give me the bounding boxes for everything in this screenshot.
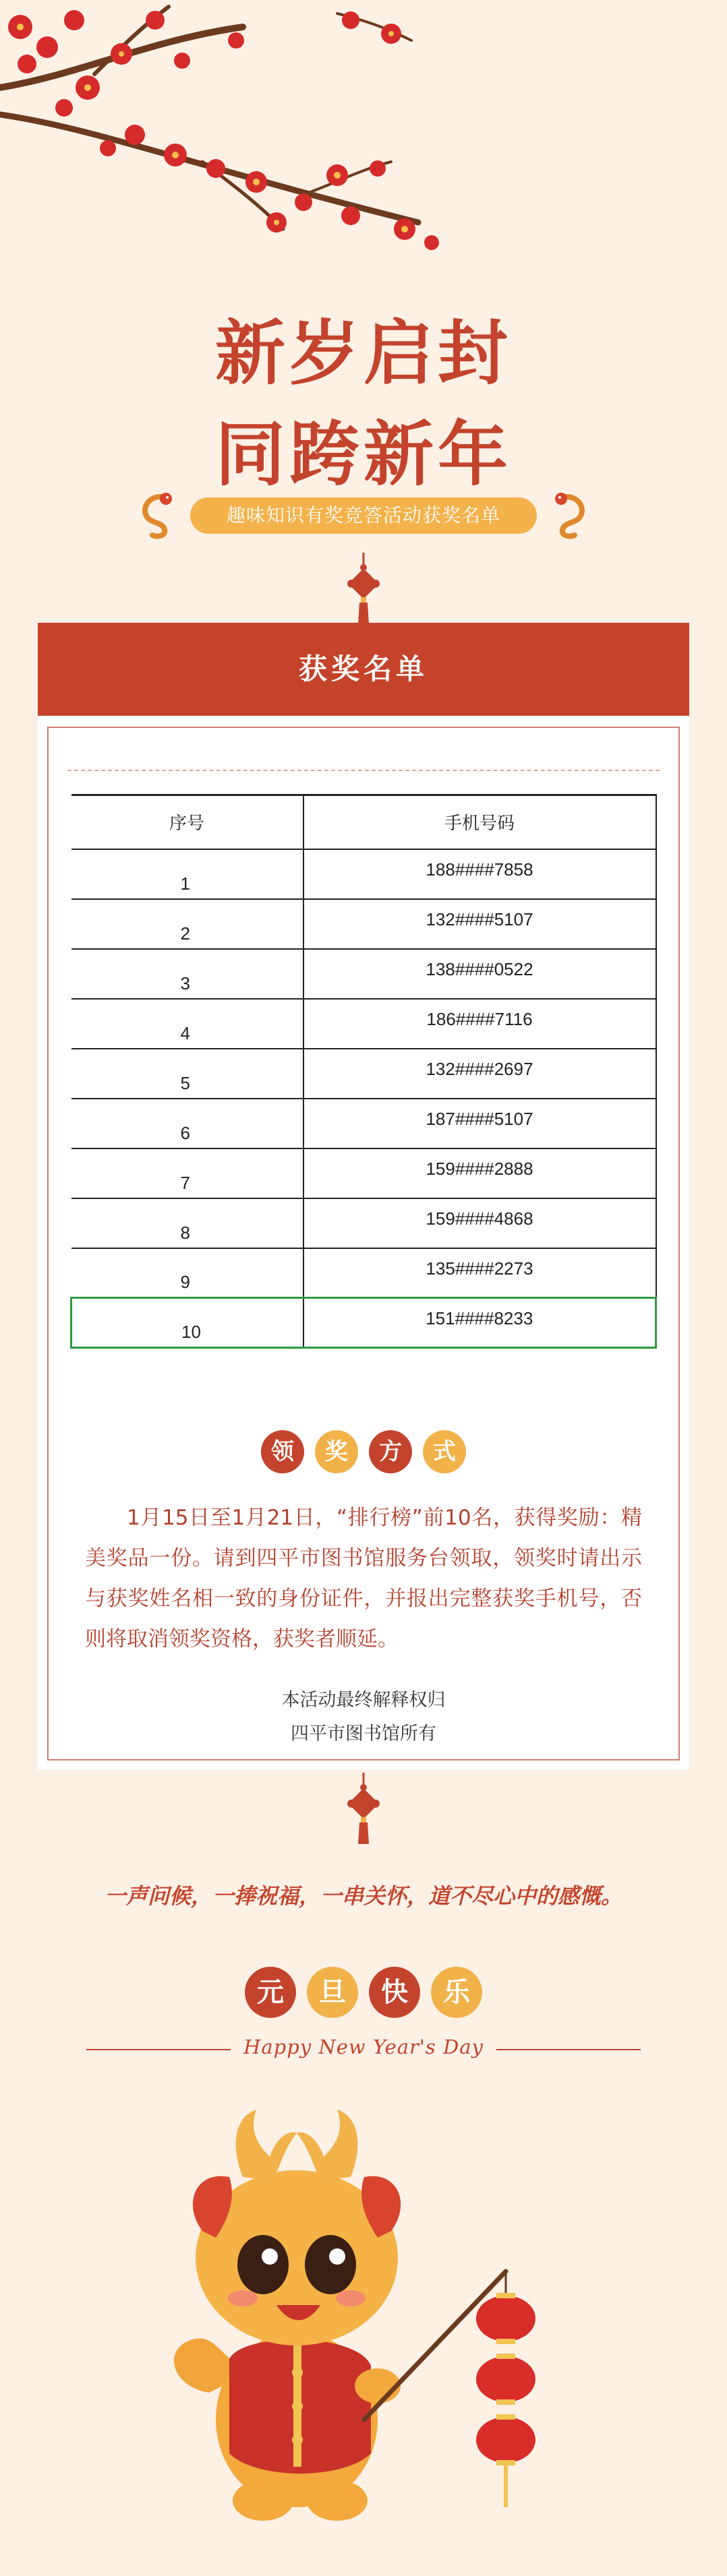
chinese-knot-icon	[345, 553, 382, 627]
happy-heading-char: 旦	[307, 1967, 358, 2018]
row-number: 8	[71, 1198, 303, 1248]
row-phone: 186####7116	[303, 999, 656, 1049]
column-header-no: 序号	[71, 795, 303, 849]
row-number: 3	[71, 949, 303, 999]
row-phone: 159####4868	[303, 1198, 656, 1248]
row-phone: 187####5107	[303, 1099, 656, 1148]
table-row	[71, 1248, 656, 1298]
divider-line	[496, 2049, 641, 2050]
plum-blossom-branch	[0, 0, 486, 283]
claim-description: 1月15日至1月21日，“排行榜”前10名，获得奖励：精美奖品一份。请到四平市图书馆服务台领取，领奖时请出示与获奖姓名相一致的身份证件，并报出完整获奖手机号，否则将取消领奖资格，获奖者顺延。	[85, 1506, 642, 1651]
row-phone: 159####2888	[303, 1148, 656, 1198]
table-row	[71, 1049, 656, 1099]
row-number: 1	[71, 849, 303, 899]
row-number: 2	[71, 899, 303, 949]
table-row	[71, 849, 656, 899]
table-row	[71, 899, 656, 949]
winners-table	[70, 794, 657, 1349]
english-greeting: Happy New Year's Day	[243, 2035, 484, 2058]
disclaimer-line2: 四平市图书馆所有	[291, 1723, 436, 1744]
claim-heading-char: 式	[423, 1430, 466, 1473]
claim-heading-char: 方	[369, 1430, 412, 1473]
row-phone: 135####2273	[303, 1248, 656, 1298]
claim-heading-char: 领	[261, 1430, 304, 1473]
row-phone: 132####2697	[303, 1049, 656, 1099]
table-row	[71, 999, 656, 1049]
table-row	[71, 1298, 656, 1348]
happy-heading-char: 元	[245, 1967, 296, 2018]
row-phone: 132####5107	[303, 899, 656, 949]
column-header-phone: 手机号码	[303, 795, 656, 849]
subtitle-pill: 趣味知识有奖竞答活动获奖名单	[190, 497, 537, 534]
row-phone: 138####0522	[303, 949, 656, 999]
page-title-line1: 新岁启封	[214, 312, 512, 394]
page-title-line2: 同跨新年	[214, 413, 512, 495]
winners-heading: 获奖名单	[38, 623, 689, 716]
row-number: 6	[71, 1099, 303, 1148]
table-row	[71, 949, 656, 999]
claim-heading-char: 奖	[315, 1430, 358, 1473]
row-number: 10	[71, 1298, 303, 1348]
row-phone: 188####7858	[303, 849, 656, 899]
chinese-knot-icon	[345, 1773, 382, 1847]
claim-heading	[0, 1430, 727, 1473]
happy-heading-char: 乐	[431, 1967, 482, 2018]
disclaimer-line1: 本活动最终解释权归	[281, 1690, 446, 1711]
row-number: 9	[71, 1248, 303, 1298]
row-number: 7	[71, 1148, 303, 1198]
table-row	[71, 1099, 656, 1148]
happy-heading-char: 快	[369, 1967, 420, 2018]
greeting-text: 一声问候，一捧祝福，一串关怀，道不尽心中的感慨。	[104, 1883, 622, 1909]
row-phone: 151####8233	[303, 1298, 656, 1348]
row-number: 4	[71, 999, 303, 1049]
mini-dragon-icon	[548, 491, 595, 541]
dragon-mascot-illustration	[155, 2103, 573, 2534]
divider-line	[86, 2049, 231, 2050]
table-row	[71, 1198, 656, 1248]
row-number: 5	[71, 1049, 303, 1099]
happy-new-year-heading	[0, 1967, 727, 2018]
table-header-row	[71, 795, 656, 849]
table-row	[71, 1148, 656, 1198]
mini-dragon-icon	[132, 491, 179, 541]
dashed-divider	[67, 770, 660, 771]
